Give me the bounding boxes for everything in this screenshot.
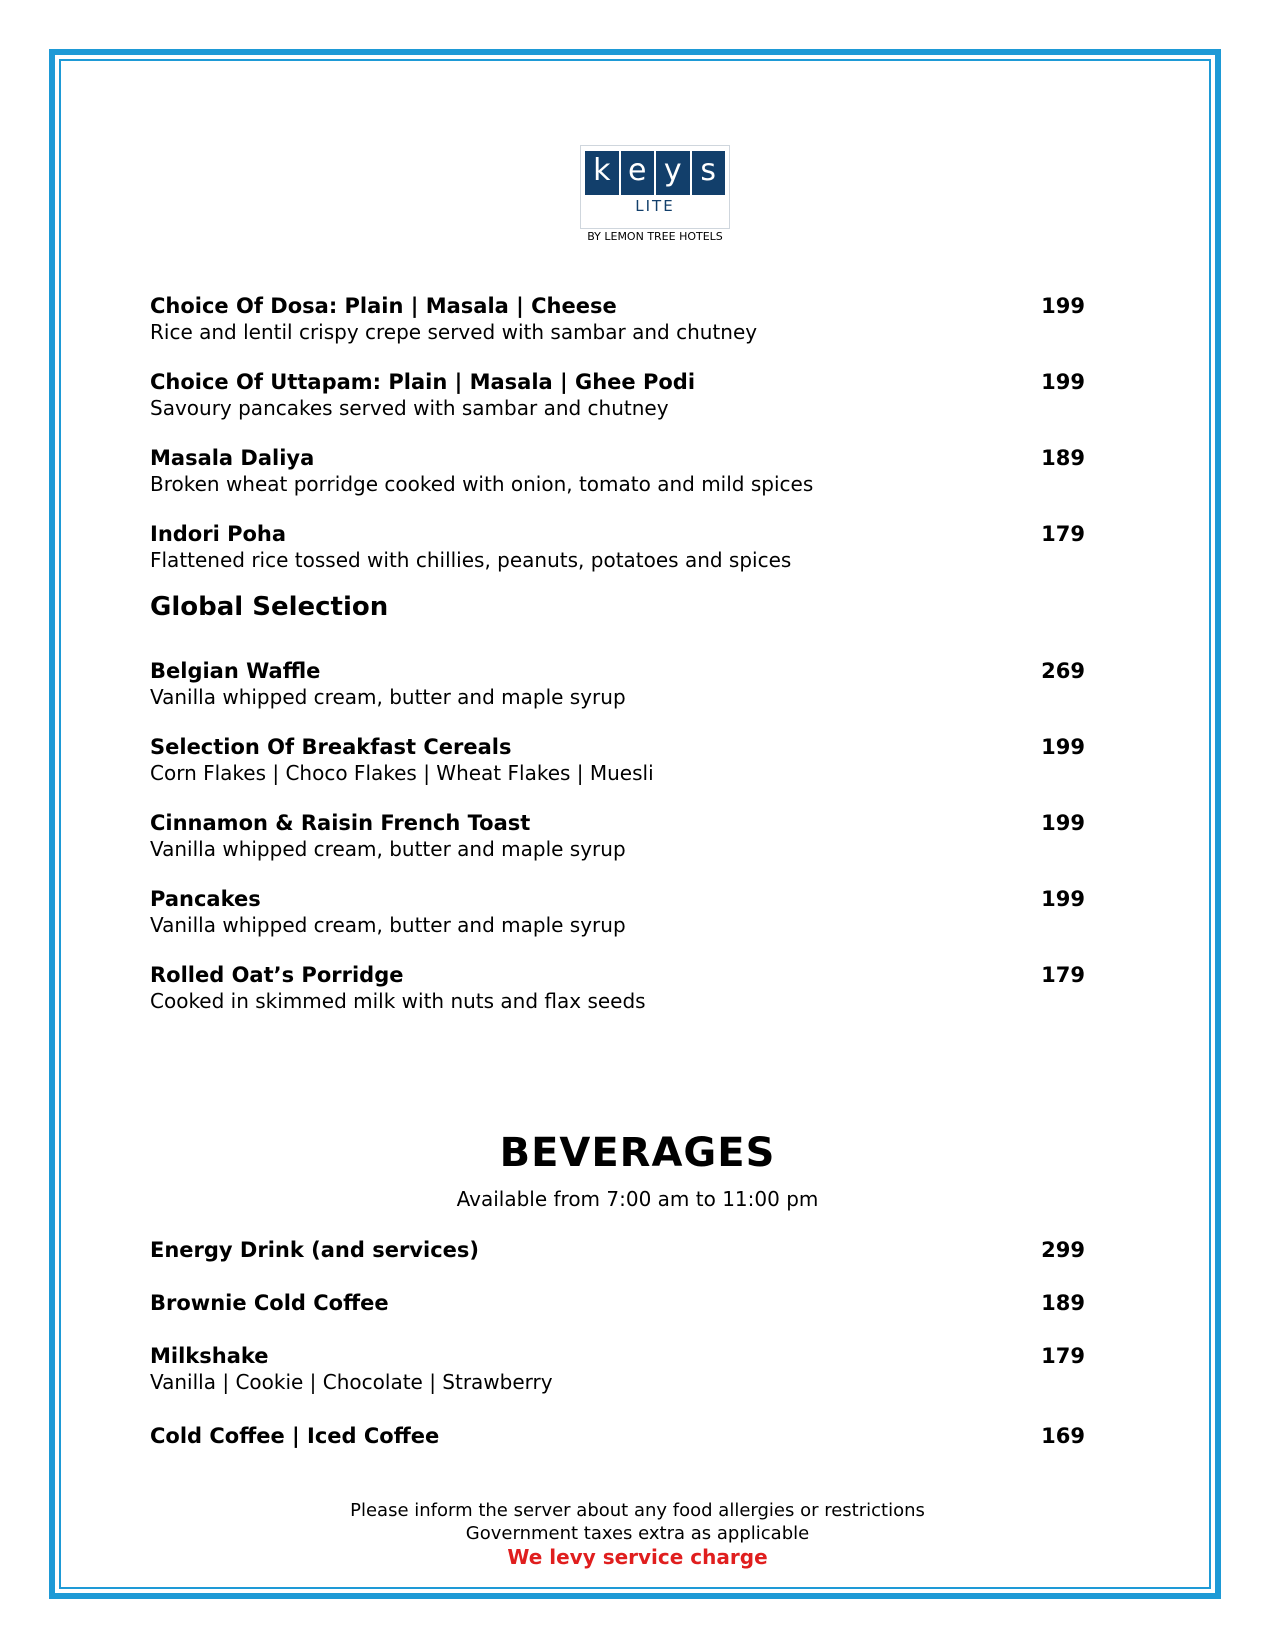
item-name: Cold Coffee | Iced Coffee	[150, 1424, 440, 1448]
logo-letter: s	[692, 151, 726, 195]
item-price: 189	[1041, 1291, 1085, 1315]
item-name: Choice Of Uttapam: Plain | Masala | Ghee Podi	[150, 370, 696, 394]
footer-tax-note: Government taxes extra as applicable	[465, 1523, 810, 1544]
beverage-item	[150, 1290, 1085, 1316]
item-price: 199	[1041, 887, 1085, 911]
item-price: 299	[1041, 1238, 1085, 1262]
item-name: Selection Of Breakfast Cereals	[150, 735, 512, 759]
menu-item	[150, 886, 1085, 938]
item-price: 179	[1041, 522, 1085, 546]
item-description: Rice and lentil crispy crepe served with sambar and chutney	[150, 320, 758, 344]
logo-letter: y	[656, 151, 690, 195]
item-price: 199	[1041, 811, 1085, 835]
logo-letter: e	[621, 151, 655, 195]
logo-tiles	[585, 151, 725, 195]
item-description: Vanilla whipped cream, butter and maple syrup	[150, 837, 626, 861]
menu-item	[150, 734, 1085, 786]
menu-item	[150, 810, 1085, 862]
item-description: Vanilla whipped cream, butter and maple syrup	[150, 913, 626, 937]
beverages-title: BEVERAGES	[499, 1130, 776, 1176]
item-price: 199	[1041, 294, 1085, 318]
item-name: Choice Of Dosa: Plain | Masala | Cheese	[150, 294, 617, 318]
item-price: 179	[1041, 963, 1085, 987]
item-price: 269	[1041, 659, 1085, 683]
item-name: Pancakes	[150, 887, 261, 911]
item-name: Belgian Waffle	[150, 659, 321, 683]
menu-item	[150, 369, 1085, 421]
menu-item	[150, 445, 1085, 497]
beverages-subtitle: Available from 7:00 am to 11:00 pm	[456, 1187, 819, 1211]
item-description: Cooked in skimmed milk with nuts and flax seeds	[150, 989, 646, 1013]
item-name: Brownie Cold Coffee	[150, 1291, 389, 1315]
item-name: Indori Poha	[150, 522, 287, 546]
logo-letter: k	[585, 151, 619, 195]
logo-sub: LITE	[635, 197, 675, 215]
item-price: 199	[1041, 370, 1085, 394]
item-description: Savoury pancakes served with sambar and chutney	[150, 396, 669, 420]
beverage-item	[150, 1237, 1085, 1263]
item-description: Vanilla | Cookie | Chocolate | Strawberry	[150, 1370, 553, 1394]
item-name: Cinnamon & Raisin French Toast	[150, 811, 531, 835]
footer-allergy-note: Please inform the server about any food allergies or restrictions	[350, 1500, 925, 1521]
item-description: Broken wheat porridge cooked with onion, tomato and mild spices	[150, 472, 814, 496]
item-description: Corn Flakes | Choco Flakes | Wheat Flakes | Muesli	[150, 761, 654, 785]
footer-service-charge: We levy service charge	[507, 1545, 768, 1569]
item-price: 169	[1041, 1424, 1085, 1448]
menu-item	[150, 521, 1085, 573]
section-title: Global Selection	[150, 592, 389, 622]
menu-item	[150, 658, 1085, 710]
item-price: 199	[1041, 735, 1085, 759]
item-name: Milkshake	[150, 1344, 269, 1368]
item-name: Rolled Oat’s Porridge	[150, 963, 404, 987]
logo-box	[580, 145, 730, 229]
beverage-item	[150, 1343, 1085, 1395]
keys-lite-logo	[579, 145, 731, 243]
item-price: 179	[1041, 1344, 1085, 1368]
item-name: Masala Daliya	[150, 446, 315, 470]
menu-item	[150, 962, 1085, 1014]
menu-item	[150, 293, 1085, 345]
item-description: Flattened rice tossed with chillies, peanuts, potatoes and spices	[150, 548, 792, 572]
logo-tagline: BY LEMON TREE HOTELS	[587, 230, 723, 243]
beverage-item	[150, 1423, 1085, 1449]
item-name: Energy Drink (and services)	[150, 1238, 479, 1262]
item-description: Vanilla whipped cream, butter and maple syrup	[150, 685, 626, 709]
item-price: 189	[1041, 446, 1085, 470]
